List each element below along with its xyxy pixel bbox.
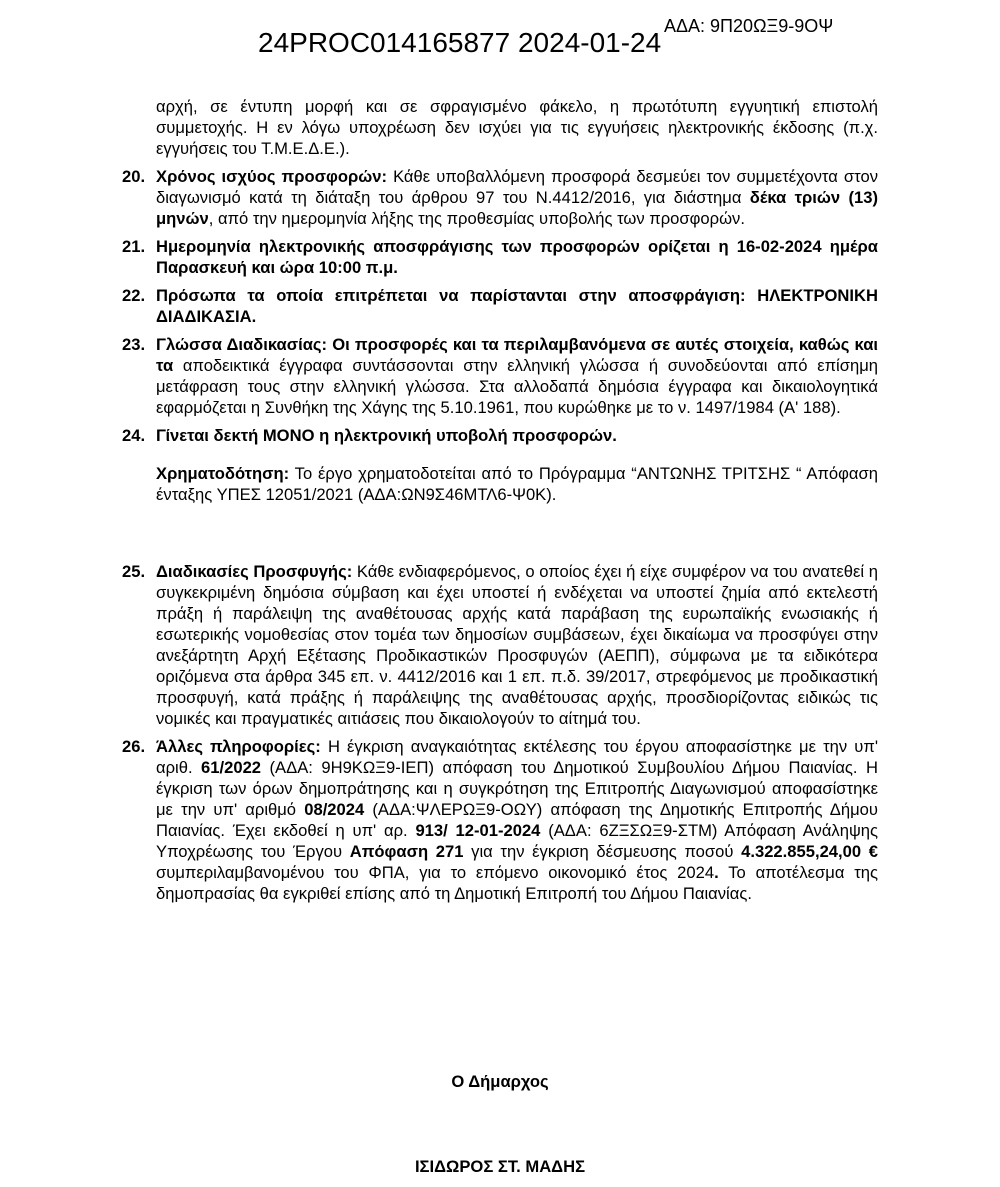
item-text xyxy=(156,425,878,446)
item-text-part: , από την ημερομηνία λήξης της προθεσμίας υποβολής των προσφορών. xyxy=(208,209,745,228)
item-text xyxy=(156,285,878,327)
item-text-part: (ΑΔΑ: 9Η9ΚΩΞ9-ΙΕΠ) απόφαση του Δημοτικού Συμβουλίου Δήμου Παιανίας. Η έγκριση των όρων δημοπράτησης και η συγκρότηση της Επιτροπής Διαγωνισμού αποφασίστηκε με την υπ' αριθμό xyxy=(156,758,879,819)
item-26 xyxy=(122,736,878,904)
item-text-part: Κάθε ενδιαφερόμενος, ο οποίος έχει ή είχε συμφέρον να του ανατεθεί η συγκεκριμένη δημόσια σύμβαση και έχει υποστεί ή ενδέχεται να υποστεί ζημία από εκτελεστή πράξη ή παράλειψη της αναθέτουσας αρχής κατά παράβαση της ευρωπαϊκής ενωσιακής ή εσωτερικής νομοθεσίας στον τομέα των δημοσίων συμβάσεων, έχει δικαίωμα να προσφύγει στην ανεξάρτητη Αρχή Εξέτασης Προδικαστικών Προσφυγών (ΑΕΠΠ), σύμφωνα με τα ειδικότερα οριζόμενα στα άρθρα 345 επ. ν. 4412/2016 και 1 επ. π.δ. 39/2017, στρεφόμενος με προδικαστική προσφυγή, κατά πράξης ή παράλειψης της αναθέτουσας αρχής, προσδιορίζοντας ειδικώς τις νομικές και πραγματικές αιτιάσεις που δικαιολογούν το αίτημά του. xyxy=(156,562,878,728)
item-text-part: αποδεικτικά έγγραφα συντάσσονται στην ελληνική γλώσσα ή συνοδεύονται από επίσημη μετάφραση τους στην ελληνική γλώσσα. Στα αλλοδαπά δημόσια έγγραφα και δικαιολογητικά εφαρμόζεται η Συνθήκη της Χάγης της 5.10.1961, που κυρώθηκε με το ν. 1497/1984 (Α' 188). xyxy=(156,356,878,417)
item-title: Διαδικασίες Προσφυγής: xyxy=(156,562,353,581)
item-number: 26. xyxy=(122,737,146,756)
funding-text: Το έργο χρηματοδοτείται από το Πρόγραμμα “ΑΝΤΩΝΗΣ ΤΡΙΤΣΗΣ “ Απόφαση ένταξης ΥΠΕΣ 12051/2021 (ΑΔΑ:ΩΝ9Σ46ΜΤΛ6-Ψ0Κ). xyxy=(156,464,878,504)
item-bold-part: Ημερομηνία ηλεκτρονικής αποσφράγισης των προσφορών ορίζεται η 16-02-2024 ημέρα Παρασκευή και ώρα 10:00 π.μ. xyxy=(156,237,878,277)
item-text-part: (ΑΔΑ: 6ΖΞΣΩΞ9-ΣΤΜ) Απόφαση Ανάληψης Υποχρέωσης του Έργου xyxy=(156,821,878,861)
document-body xyxy=(122,96,878,911)
signature-title: Ο Δήμαρχος xyxy=(451,1072,549,1091)
item-title: Άλλες πληροφορίες: xyxy=(156,737,321,756)
item-text-part: Το αποτέλεσμα της δημοπρασίας θα εγκριθεί επίσης από τη Δημοτική Επιτροπή του Δήμου Παιανίας. xyxy=(156,863,878,903)
item-text xyxy=(156,166,878,229)
item-title: Χρόνος ισχύος προσφορών: xyxy=(156,167,388,186)
item-text-part: για την έγκριση δέσμευσης ποσού xyxy=(463,842,742,861)
item-number: 24. xyxy=(122,426,146,445)
item-20 xyxy=(122,166,878,229)
item-bold-part: Πρόσωπα τα οποία επιτρέπεται να παρίστανται στην αποσφράγιση: ΗΛΕΚΤΡΟΝΙΚΗ ΔΙΑΔΙΚΑΣΙΑ. xyxy=(156,286,878,326)
item-bold-part: 61/2022 xyxy=(201,758,262,777)
item-text xyxy=(156,736,878,904)
item-number: 20. xyxy=(122,167,146,186)
spacer xyxy=(122,505,878,561)
item-text-part: (ΑΔΑ:ΨΛΕΡΩΞ9-ΟΩΥ) απόφαση της Δημοτικής Επιτροπής Δήμου Παιανίας. Έχει εκδοθεί η υπ' αρ. xyxy=(156,800,878,840)
item-number: 21. xyxy=(122,237,146,256)
item-bold-part: Γίνεται δεκτή ΜΟΝΟ η ηλεκτρονική υποβολή προσφορών. xyxy=(156,426,617,445)
item-bold-part: 4.322.855,24,00 € xyxy=(741,842,878,861)
funding-label: Χρηματοδότηση: xyxy=(156,464,290,483)
item-25 xyxy=(122,561,878,729)
item-22 xyxy=(122,285,878,327)
item-bold-part: 913/ 12-01-2024 xyxy=(415,821,541,840)
item-number: 25. xyxy=(122,562,146,581)
item-text xyxy=(156,334,878,418)
item-number: 23. xyxy=(122,335,146,354)
item-21 xyxy=(122,236,878,278)
item-bold-part: . xyxy=(714,863,719,882)
item-bold-part: 08/2024 xyxy=(304,800,365,819)
continuation-paragraph: αρχή, σε έντυπη μορφή και σε σφραγισμένο φάκελο, η πρωτότυπη εγγυητική επιστολή συμμετοχής. Η εν λόγω υποχρέωση δεν ισχύει για τις εγγυήσεις ηλεκτρονικής έκδοσης (π.χ. εγγυήσεις του Τ.Μ.Ε.Δ.Ε.). xyxy=(156,97,878,158)
protocol-code: 24PROC014165877 2024-01-24 xyxy=(258,27,662,58)
funding-paragraph xyxy=(122,463,878,505)
item-bold-part: Απόφαση 271 xyxy=(349,842,464,861)
item-bold-part: δέκα τριών (13) μηνών xyxy=(156,188,878,228)
item-text xyxy=(156,236,878,278)
item-23 xyxy=(122,334,878,418)
item-number: 22. xyxy=(122,286,146,305)
signature-name: ΙΣΙΔΩΡΟΣ ΣΤ. ΜΑΔΗΣ xyxy=(414,1157,586,1176)
item-24 xyxy=(122,425,878,446)
item-text xyxy=(156,561,878,729)
ada-code: ΑΔΑ: 9Π20ΩΞ9-9ΟΨ xyxy=(664,16,834,36)
item-text-part: συμπεριλαμβανομένου του ΦΠΑ, για το επόμενο οικονομικό έτος 2024 xyxy=(156,863,715,882)
item-title: Γλώσσα Διαδικασίας: Οι προσφορές και τα περιλαμβανόμενα σε αυτές στοιχεία, καθώς και τα xyxy=(156,335,878,375)
item-text-part: Κάθε υποβαλλόμενη προσφορά δεσμεύει τον συμμετέχοντα στον διαγωνισμό κατά τη διάταξη του άρθρου 97 του Ν.4412/2016, για διάστημα xyxy=(156,167,878,207)
item-text-part: Η έγκριση αναγκαιότητας εκτέλεσης του έργου αποφασίστηκε με την υπ' αριθ. xyxy=(156,737,878,777)
